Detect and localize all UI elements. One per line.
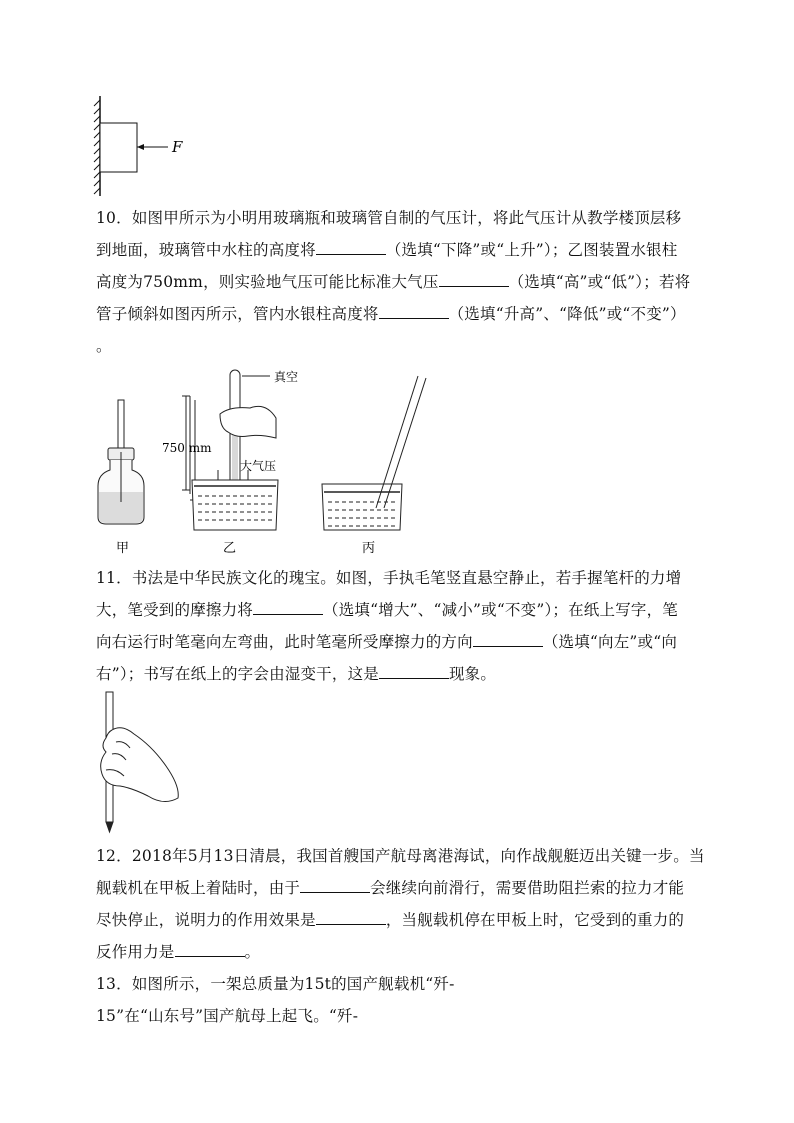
answer-blank[interactable]: [473, 632, 543, 647]
q10-line-1: 10．如图甲所示为小明用玻璃瓶和玻璃管自制的气压计，将此气压计从教学楼顶层移: [96, 209, 682, 227]
atm-label: 大气压: [240, 459, 277, 473]
answer-blank[interactable]: [253, 600, 323, 615]
answer-blank[interactable]: [379, 664, 449, 679]
answer-blank[interactable]: [300, 878, 370, 893]
answer-blank[interactable]: [316, 240, 386, 255]
question-13: 13．如图所示，一架总质量为15t的国产舰载机“歼- 15”在“山东号”国产航母上起飞。“歼-: [96, 975, 455, 1025]
label-yi: 乙: [223, 541, 237, 556]
answer-blank[interactable]: [379, 304, 449, 319]
height-label: 750 mm: [162, 441, 212, 455]
brush-hand-figure: [92, 690, 192, 835]
barometer-figure: [90, 362, 450, 557]
question-12: 12．2018年5月13日清晨，我国首艘国产航母离港海试，向作战舰艇迈出关键一步。当 舰载机在甲板上着陆时，由于 会继续向前滑行，需要借助阻拦索的拉力才能 尽快停止，说明力的作用效果是 ，当舰载机停在甲板上时，它受到的重力的 反作用力是 。: [96, 847, 705, 961]
question-11: 11．书法是中华民族文化的瑰宝。如图，手执毛笔竖直悬空静止，若手握笔杆的力增 大，笔受到的摩擦力将 （选填“增大”、“减小”或“不变”）；在纸上写字，笔 向右运行时笔毫向左弯曲，此时笔毫所受摩擦力的方向 （选填“向左”或“向 右”）；书写在纸上的字会由湿变干，这是 现象。: [96, 569, 682, 683]
question-10: 10．如图甲所示为小明用玻璃瓶和玻璃管自制的气压计，将此气压计从教学楼顶层移 到地面，玻璃管中水柱的高度将 （选填“下降”或“上升”）；乙图装置水银柱 高度为750mm，则实验地气压可能比标准大气压 （选填“高”或“低”）；若将 管子倾斜如图丙所示，管内水银柱高度将 （选填“升高”、“降低”或“不变”） 。: [96, 202, 700, 362]
wall-block-figure: [90, 92, 200, 202]
force-label: F: [172, 138, 183, 156]
vacuum-label: 真空: [274, 370, 299, 384]
label-jia: 甲: [116, 541, 130, 556]
answer-blank[interactable]: [316, 910, 386, 925]
answer-blank[interactable]: [175, 942, 245, 957]
answer-blank[interactable]: [439, 272, 509, 287]
label-bing: 丙: [362, 541, 376, 556]
